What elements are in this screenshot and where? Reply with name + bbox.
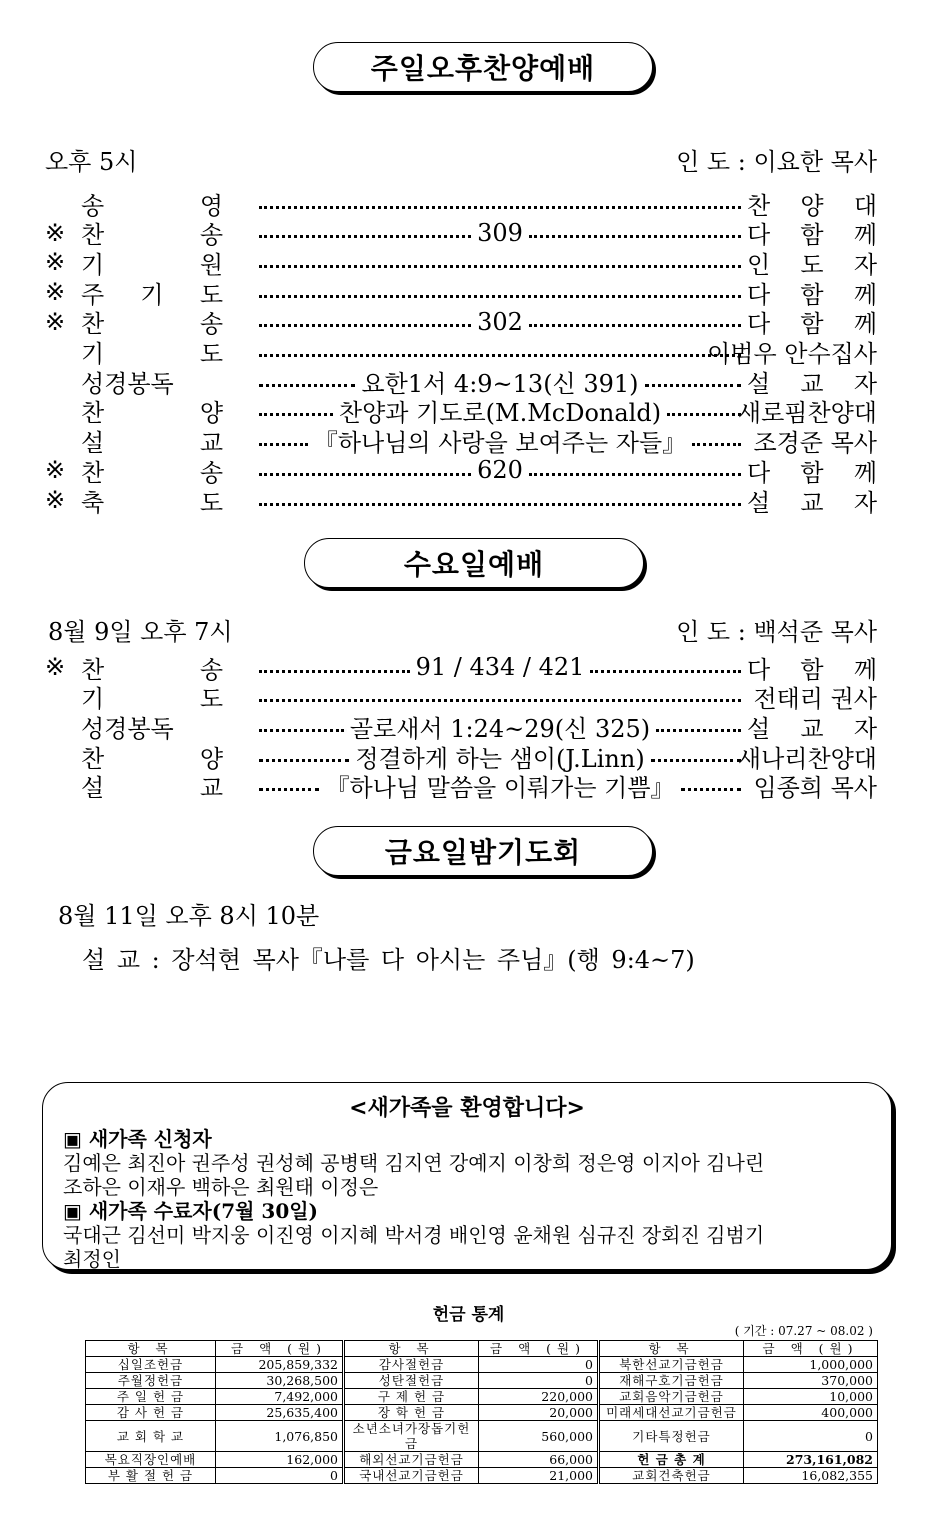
leader-dots xyxy=(681,788,741,791)
leader-dots xyxy=(259,413,333,416)
order-label: 찬 송 xyxy=(81,655,223,684)
standing-mark: ※ xyxy=(45,456,66,485)
order-detail xyxy=(253,695,747,698)
leader-dots xyxy=(259,443,308,446)
leader-dots xyxy=(259,473,471,476)
standing-mark: ※ xyxy=(45,307,66,336)
offering-item: 교회건축헌금 xyxy=(599,1468,744,1484)
offering-item: 소년소녀가장돕기헌금 xyxy=(344,1421,479,1452)
offering-amount: 10,000 xyxy=(744,1389,878,1405)
applicants-heading: ▣ 새가족 신청자 xyxy=(63,1127,212,1151)
leader-dots xyxy=(259,384,355,387)
worship-order-row xyxy=(45,188,877,218)
offering-item: 구 제 헌 금 xyxy=(344,1389,479,1405)
order-person: 찬 양 대 xyxy=(747,191,877,220)
graduates-heading: ▣ 새가족 수료자(7월 30일) xyxy=(63,1199,319,1223)
worship-order-row xyxy=(45,366,877,396)
offering-amount: 21,000 xyxy=(479,1468,599,1484)
leader-dots xyxy=(656,729,741,732)
offering-amount: 66,000 xyxy=(479,1452,599,1468)
worship-order-row xyxy=(45,337,877,367)
offering-item: 교 회 학 교 xyxy=(86,1421,216,1452)
order-label: 성경봉독 xyxy=(81,714,174,743)
header-item: 항 목 xyxy=(344,1341,479,1357)
offering-item: 해외선교기금헌금 xyxy=(344,1452,479,1468)
offering-amount: 0 xyxy=(479,1373,599,1389)
order-person: 인 도 자 xyxy=(747,250,877,279)
table-row xyxy=(86,1405,878,1421)
service-leader: 인 도 : 이요한 목사 xyxy=(676,148,877,176)
worship-order-row xyxy=(45,426,877,456)
header-amount: 금 액 (원) xyxy=(216,1341,344,1357)
service-leader: 인 도 : 백석준 목사 xyxy=(676,618,877,646)
worship-order-row xyxy=(45,307,877,337)
order-label: 설 교 xyxy=(81,774,223,803)
order-detail xyxy=(253,499,747,502)
service-time: 8월 11일 오후 8시 10분 xyxy=(58,902,320,930)
order-person: 다 함 께 xyxy=(747,458,877,487)
applicants-list: 김예은 최진아 권주성 권성혜 공병택 김지연 강예지 이창희 정은영 이지아 김나린 xyxy=(63,1151,765,1175)
section-title-friday xyxy=(313,826,653,876)
leader-dots xyxy=(667,413,741,416)
header-item: 항 목 xyxy=(599,1341,744,1357)
service-time: 오후 5시 xyxy=(45,148,138,176)
order-label: 기 도 xyxy=(81,685,223,714)
order-content: 『하나님의 사랑을 보여주는 자들』 xyxy=(313,429,687,458)
order-person: 설 교 자 xyxy=(747,488,877,517)
leader-dots xyxy=(259,235,471,238)
header-amount: 금 액 (원) xyxy=(744,1341,878,1357)
standing-mark: ※ xyxy=(45,278,66,307)
graduates-list: 최정인 xyxy=(63,1247,121,1271)
order-detail xyxy=(253,768,747,803)
order-content: 골로새서 1:24~29(신 325) xyxy=(349,714,651,743)
table-row xyxy=(86,1468,878,1484)
header-item: 항 목 xyxy=(86,1341,216,1357)
order-label: 찬 송 xyxy=(81,310,223,339)
offering-amount: 0 xyxy=(479,1357,599,1373)
order-label: 찬 송 xyxy=(81,221,223,250)
leader-dots xyxy=(529,324,741,327)
offering-amount: 370,000 xyxy=(744,1373,878,1389)
order-person: 설 교 자 xyxy=(747,714,877,743)
order-person: 전태리 권사 xyxy=(753,685,877,714)
leader-dots xyxy=(259,265,741,268)
leader-dots xyxy=(259,699,741,702)
order-label: 주 기 도 xyxy=(81,280,223,309)
offering-item: 주 일 헌 금 xyxy=(86,1389,216,1405)
order-detail xyxy=(253,202,747,205)
order-detail xyxy=(253,456,747,484)
order-content: 정결하게 하는 샘이(J.Linn) xyxy=(355,744,645,773)
section-title-wednesday xyxy=(304,538,644,588)
order-content: 찬양과 기도로(M.McDonald) xyxy=(338,399,662,428)
table-header-row xyxy=(86,1341,878,1357)
offering-item: 장 학 헌 금 xyxy=(344,1405,479,1421)
service-time: 8월 9일 오후 7시 xyxy=(48,618,233,646)
table-row xyxy=(86,1452,878,1468)
table-row xyxy=(86,1389,878,1405)
offering-amount: 205,859,332 xyxy=(216,1357,344,1373)
friday-sermon: 설 교 : 장석현 목사『나를 다 아시는 주님』(행 9:4~7) xyxy=(82,946,695,974)
order-person: 설 교 자 xyxy=(747,369,877,398)
offering-amount: 0 xyxy=(216,1468,344,1484)
leader-dots xyxy=(259,324,471,327)
worship-order-row xyxy=(45,711,877,741)
offering-amount: 25,635,400 xyxy=(216,1405,344,1421)
worship-order-row xyxy=(45,771,877,801)
standing-mark: ※ xyxy=(45,218,66,247)
leader-dots xyxy=(259,788,319,791)
leader-dots xyxy=(259,354,741,357)
order-detail xyxy=(253,350,747,353)
order-label: 찬 양 xyxy=(81,399,223,428)
order-person: 다 함 께 xyxy=(747,310,877,339)
order-label: 축 도 xyxy=(81,488,223,517)
order-content: 309 xyxy=(477,218,523,247)
order-content: 302 xyxy=(477,307,523,336)
offering-amount: 400,000 xyxy=(744,1405,878,1421)
order-detail xyxy=(253,219,747,247)
offering-item: 북한선교기금헌금 xyxy=(599,1357,744,1373)
leader-dots xyxy=(259,759,349,762)
offering-amount: 162,000 xyxy=(216,1452,344,1468)
offering-period: ( 기간 : 07.27 ~ 08.02 ) xyxy=(734,1324,873,1338)
leader-dots xyxy=(529,235,741,238)
worship-order-row xyxy=(45,247,877,277)
standing-mark: ※ xyxy=(45,653,66,681)
order-detail xyxy=(253,308,747,336)
offering-amount: 30,268,500 xyxy=(216,1373,344,1389)
offering-amount: 7,492,000 xyxy=(216,1389,344,1405)
offering-stats-title: 헌금 통계 xyxy=(432,1305,505,1325)
leader-dots xyxy=(259,670,410,673)
leader-dots xyxy=(645,384,741,387)
worship-order-row xyxy=(45,455,877,485)
welcome-title: <새가족을 환영합니다> xyxy=(349,1096,585,1121)
offering-amount: 0 xyxy=(744,1421,878,1452)
order-person: 새로핌찬양대 xyxy=(737,399,877,428)
worship-order-row xyxy=(45,277,877,307)
worship-order-row xyxy=(45,396,877,426)
order-person: 다 함 께 xyxy=(747,280,877,309)
order-label: 기 도 xyxy=(81,340,223,368)
order-person: 새나리찬양대 xyxy=(737,744,877,773)
offering-item: 미래세대선교기금헌금 xyxy=(599,1405,744,1421)
offering-item: 주월정헌금 xyxy=(86,1373,216,1389)
offering-item: 목요직장인예배 xyxy=(86,1452,216,1468)
leader-dots xyxy=(259,206,741,209)
order-person: 다 함 께 xyxy=(747,655,877,684)
section-title-text: 수요일예배 xyxy=(403,548,545,581)
offering-item: 교회음악기금헌금 xyxy=(599,1389,744,1405)
order-person: 이범우 안수집사 xyxy=(707,340,877,368)
graduates-list: 국대근 김선미 박지웅 이진영 이지혜 박서경 배인영 윤채원 심규진 장회진 김범기 xyxy=(63,1223,765,1247)
leader-dots xyxy=(692,443,741,446)
section-title-text: 금요일밤기도회 xyxy=(384,836,582,869)
order-label: 성경봉독 xyxy=(81,369,174,398)
leader-dots xyxy=(529,473,741,476)
worship-order-row xyxy=(45,218,877,248)
offering-amount: 220,000 xyxy=(479,1389,599,1405)
offering-amount: 20,000 xyxy=(479,1405,599,1421)
order-detail xyxy=(253,291,747,294)
offering-amount: 273,161,082 xyxy=(744,1452,878,1468)
order-detail xyxy=(253,653,747,681)
new-family-welcome-box xyxy=(42,1082,892,1270)
worship-order-row xyxy=(45,682,877,712)
offering-item: 재해구호기금헌금 xyxy=(599,1373,744,1389)
order-person: 다 함 께 xyxy=(747,221,877,250)
leader-dots xyxy=(259,503,741,506)
offering-item: 부 활 절 헌 금 xyxy=(86,1468,216,1484)
order-content: 620 xyxy=(477,456,523,485)
worship-order-row xyxy=(45,741,877,771)
table-row xyxy=(86,1373,878,1389)
offering-amount: 16,082,355 xyxy=(744,1468,878,1484)
offering-amount: 1,076,850 xyxy=(216,1421,344,1452)
order-detail xyxy=(253,423,747,458)
offering-item: 감사절헌금 xyxy=(344,1357,479,1373)
leader-dots xyxy=(590,670,741,673)
table-row xyxy=(86,1421,878,1452)
offering-item: 기타특정헌금 xyxy=(599,1421,744,1452)
worship-order-row xyxy=(45,485,877,515)
leader-dots xyxy=(259,729,344,732)
offering-item: 감 사 헌 금 xyxy=(86,1405,216,1421)
offering-amount: 560,000 xyxy=(479,1421,599,1452)
standing-mark: ※ xyxy=(45,248,66,277)
order-person: 임종희 목사 xyxy=(753,774,877,803)
order-label: 기 원 xyxy=(81,250,223,279)
standing-mark: ※ xyxy=(45,486,66,514)
header-amount: 금 액 (원) xyxy=(479,1341,599,1357)
applicants-list: 조하은 이재우 백하은 최원태 이정은 xyxy=(63,1175,379,1199)
offering-item: 헌 금 총 계 xyxy=(599,1452,744,1468)
order-person: 조경준 목사 xyxy=(753,429,877,458)
order-detail xyxy=(253,261,747,264)
order-label: 찬 송 xyxy=(81,458,223,487)
order-content: 91 / 434 / 421 xyxy=(415,653,585,681)
leader-dots xyxy=(259,295,741,298)
offering-item: 십일조헌금 xyxy=(86,1357,216,1373)
table-row xyxy=(86,1357,878,1373)
section-title-text: 주일오후찬양예배 xyxy=(370,52,596,85)
order-label: 설 교 xyxy=(81,429,223,458)
offering-table xyxy=(85,1340,878,1484)
section-title-sunday-afternoon xyxy=(313,42,653,92)
offering-item: 성탄절헌금 xyxy=(344,1373,479,1389)
order-content: 『하나님 말씀을 이뤄가는 기쁨』 xyxy=(325,774,675,803)
order-label: 송 영 xyxy=(81,191,223,220)
offering-item: 국내선교기금헌금 xyxy=(344,1468,479,1484)
order-content: 요한1서 4:9~13(신 391) xyxy=(361,369,639,398)
leader-dots xyxy=(651,759,741,762)
offering-amount: 1,000,000 xyxy=(744,1357,878,1373)
order-label: 찬 양 xyxy=(81,744,223,773)
worship-order-row xyxy=(45,652,877,682)
